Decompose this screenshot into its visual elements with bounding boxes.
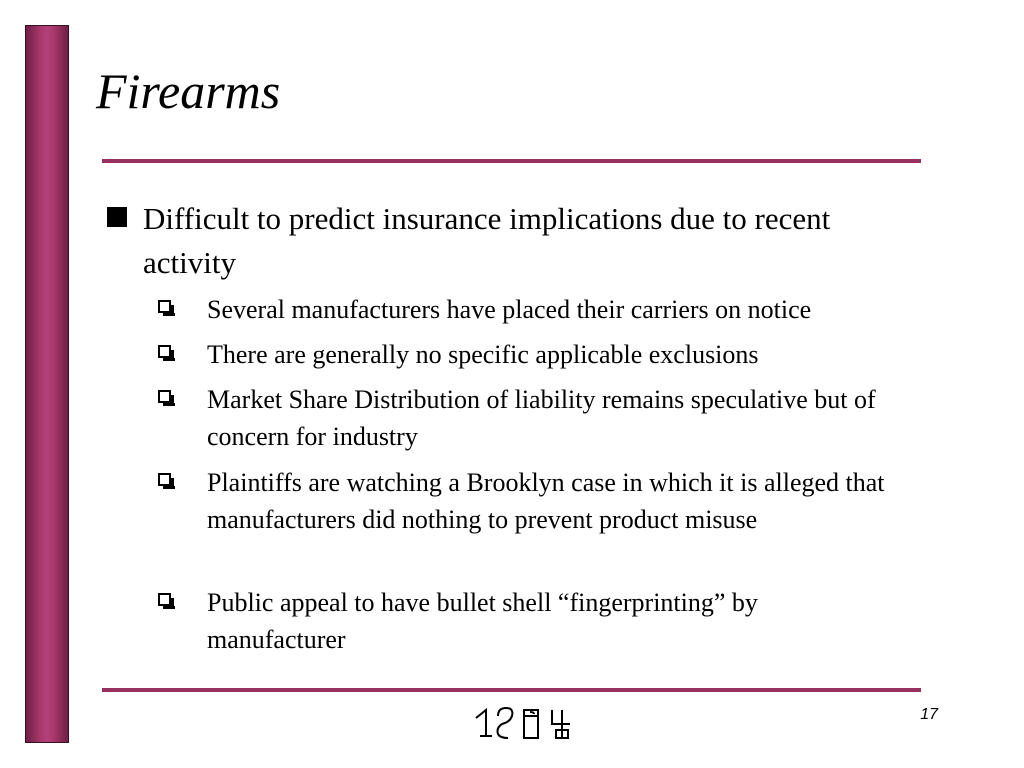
sub-bullet-text: Market Share Distribution of liability remains speculative but of concern for industry bbox=[207, 385, 876, 451]
title-divider bbox=[102, 159, 921, 163]
checkbox-bullet-icon bbox=[158, 593, 171, 606]
footer-divider bbox=[102, 688, 921, 692]
sub-bullet-text: Plaintiffs are watching a Brooklyn case in which it is alleged that manufacturers did nothing to prevent product misuse bbox=[207, 468, 885, 534]
square-bullet-icon bbox=[107, 207, 127, 227]
page-number: 17 bbox=[920, 706, 938, 723]
sub-bullet-text: Public appeal to have bullet shell “fingerprinting” by manufacturer bbox=[207, 588, 758, 654]
checkbox-bullet-icon bbox=[158, 300, 171, 313]
slide-title: Firearms bbox=[96, 63, 281, 119]
checkbox-bullet-icon bbox=[158, 473, 171, 486]
footer-logo-icon bbox=[472, 702, 582, 742]
sub-bullet-text: Several manufacturers have placed their carriers on notice bbox=[207, 295, 812, 324]
sub-bullet-text: There are generally no specific applicable exclusions bbox=[207, 340, 759, 369]
checkbox-bullet-icon bbox=[158, 345, 171, 358]
main-bullet-text: Difficult to predict insurance implications due to recent activity bbox=[143, 201, 831, 280]
decorative-side-bar bbox=[25, 25, 69, 743]
checkbox-bullet-icon bbox=[158, 390, 171, 403]
